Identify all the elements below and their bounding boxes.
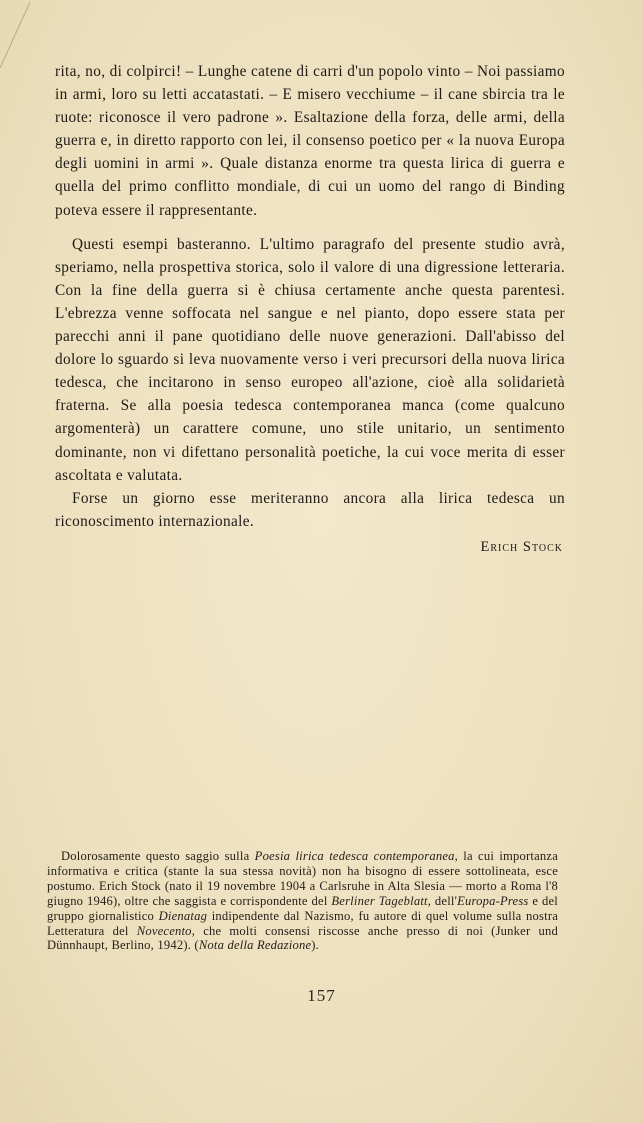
page-edge-mark	[0, 0, 34, 70]
article-paragraph-1: rita, no, di colpirci! – Lunghe catene di carri d'un popolo vinto – Noi passiamo in armi, loro su letti accatastati. – E misero vecchiume – il cane sbircia tra le ruote: riconosce il vero padrone ». Esaltazione della forza, delle armi, della guerra e, in diretto rapporto con lei, il consenso poetico per « la nuova Europa degli uomini in armi ». Quale distanza enorme tra questa lirica di guerra e quella del primo conflitto mondiale, di cui un uomo del rango di Binding poteva essere il rappresentante.	[55, 63, 565, 219]
footnote-text-1: Dolorosamente questo saggio sulla	[61, 849, 255, 863]
footnote-agency-name: Europa-Press	[457, 893, 529, 908]
footnote-text-5: indipendente dal Nazismo, fu autore di quel volume sulla nostra Letteratura del	[47, 908, 559, 938]
footnote-paragraph	[47, 849, 558, 953]
article-paragraph-3: Forse un giorno esse meriteranno ancora alla lirica tedesca un riconoscimento internazionale.	[55, 489, 565, 530]
footnote-text-3: , dell'	[427, 893, 458, 908]
article-paragraph-2: Questi esempi basteranno. L'ultimo paragrafo del presente studio avrà, speriamo, nella prospettiva storica, solo il valore di una digressione letteraria. Con la fine della guerra si è chiusa certamente anche questa parentesi. L'ebrezza venne soffocata nel sangue e nel pianto, dopo essere stata per parecchi anni il pane quotidiano delle nuove generazioni. Dall'abisso del dolore lo sguardo si leva nuovamente verso i veri precursori della nuova lirica tedesca, che incitarono in senso europeo all'azione, cioè alla solidarietà fraterna. Se alla poesia tedesca contemporanea manca (come qualcuno argomenterà) un carattere comune, uno stile unitario, un sentimento dominante, non vi difettano personalità poetiche, la cui voce merita di esser ascoltata e valutata.	[55, 235, 565, 484]
footnote-text-7: ).	[311, 938, 319, 953]
page-number: 157	[307, 986, 336, 1005]
footnote-novecento: Novecento	[136, 923, 192, 938]
footnote-text-6: , che molti consensi riscosse anche presso di noi (Junker und Dünnhaupt, Berlino, 1942). (	[47, 923, 558, 953]
footnote-newspaper-name: Berliner Tageblatt	[331, 893, 428, 908]
footnote-essay-title: Poesia lirica tedesca contemporanea	[254, 849, 455, 863]
footnote-editorial-note: Nota della Redazione	[198, 938, 312, 953]
author-signature: Erich Stock	[480, 538, 563, 555]
footnote-group-name: Dienatag	[158, 908, 208, 923]
footnote-text-2: , la cui importanza informativa e critica (stante la sua stessa novità) non ha bisogno di essere sottolineata, esce postumo. Erich Stock (nato il 19 novembre 1904 a Carlsruhe in Alta Slesia — morto a Roma l'8 giugno 1946), oltre che saggista e corrispondente del	[47, 849, 558, 908]
editorial-footnote	[47, 849, 558, 953]
article-body	[55, 60, 565, 559]
footnote-text-4: e del gruppo giornalistico	[47, 893, 558, 923]
